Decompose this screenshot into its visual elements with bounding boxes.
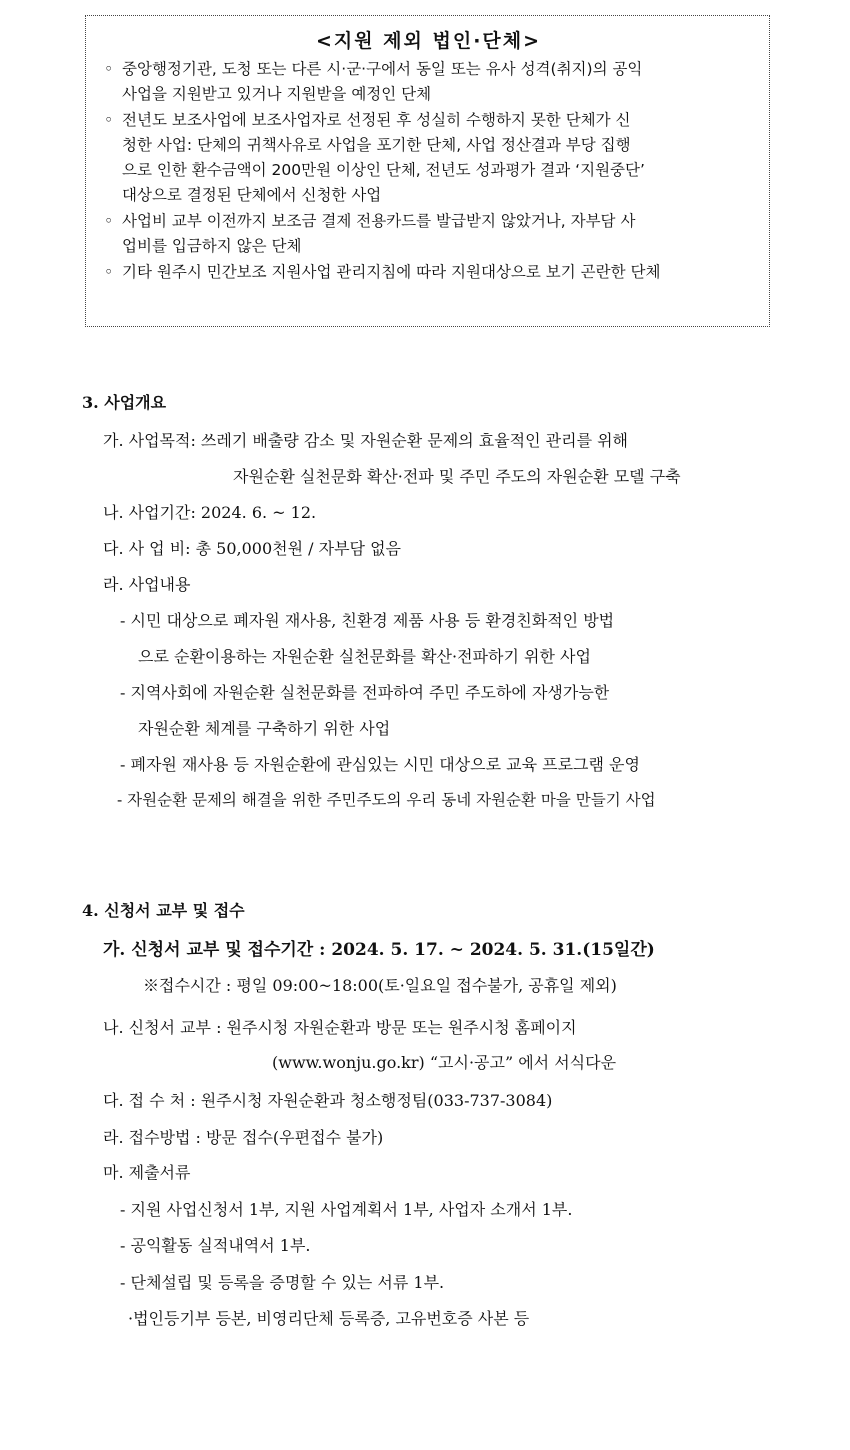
application-period-note: ※접수시간 : 평일 09:00~18:00(토·일요일 접수불가, 공휴일 제외) [143, 976, 617, 995]
method-text: 라. 접수방법 : 방문 접수(우편접수 불가) [103, 1128, 384, 1147]
exclusion-item-line: 전년도 보조사업에 보조사업자로 선정된 후 성실히 수행하지 못한 단체가 신 [122, 111, 631, 129]
doc-item-1: - 지원 사업신청서 1부, 지원 사업계획서 1부, 사업자 소개서 1부. [120, 1200, 573, 1219]
content-item-4: - 자원순환 문제의 해결을 위한 주민주도의 우리 동네 자원순환 마을 만들기 사업 [117, 791, 656, 809]
exclusion-item-line: 사업을 지원받고 있거나 지원받을 예정인 단체 [122, 85, 432, 103]
issue-line1: 나. 신청서 교부 : 원주시청 자원순환과 방문 또는 원주시청 홈페이지 [103, 1018, 577, 1037]
bullet-icon: ◦ [104, 212, 114, 230]
content-item-2-line1: - 지역사회에 자원순환 실천문화를 전파하여 주민 주도하에 자생가능한 [120, 683, 610, 702]
exclusion-item-line: 기타 원주시 민간보조 지원사업 관리지침에 따라 지원대상으로 보기 곤란한 단체 [122, 263, 661, 281]
issue-line2: (www.wonju.go.kr) “고시·공고” 에서 서식다운 [272, 1053, 617, 1072]
exclusion-item-line: 중앙행정기관, 도청 또는 다른 시·군·구에서 동일 또는 유사 성격(취지)의 공익 [122, 60, 643, 78]
exclusion-item-line: 대상으로 결정된 단체에서 신청한 사업 [122, 186, 382, 204]
budget-text: 다. 사 업 비: 총 50,000천원 / 자부담 없음 [103, 539, 402, 558]
exclusion-item-line: 으로 인한 환수금액이 200만원 이상인 단체, 전년도 성과평가 결과 ‘지원중단’ [122, 161, 645, 179]
exclusion-item-line: 사업비 교부 이전까지 보조금 결제 전용카드를 발급받지 않았거나, 자부담 사 [122, 212, 636, 230]
section3-heading: 3. 사업개요 [82, 393, 167, 412]
period-text: 나. 사업기간: 2024. 6. ~ 12. [103, 503, 317, 522]
exclusion-item [104, 108, 753, 208]
docs-label: 마. 제출서류 [103, 1163, 191, 1182]
content-label: 라. 사업내용 [103, 575, 191, 594]
exclusion-title: <지원 제외 법인·단체> [315, 30, 542, 52]
purpose-line2: 자원순환 실천문화 확산·전파 및 주민 주도의 자원순환 모델 구축 [233, 467, 681, 486]
exclusion-box [85, 15, 770, 327]
exclusion-item [104, 57, 753, 107]
exclusion-item-line: 업비를 입금하지 않은 단체 [122, 237, 302, 255]
bullet-icon: ◦ [104, 60, 114, 78]
bullet-icon: ◦ [104, 111, 114, 129]
exclusion-item [104, 209, 753, 259]
content-item-3: - 폐자원 재사용 등 자원순환에 관심있는 시민 대상으로 교육 프로그램 운영 [120, 755, 640, 774]
doc-item-3-sub: ·법인등기부 등본, 비영리단체 등록증, 고유번호증 사본 등 [128, 1309, 530, 1328]
section4-heading: 4. 신청서 교부 및 접수 [82, 901, 245, 920]
purpose-line1: 가. 사업목적: 쓰레기 배출량 감소 및 자원순환 문제의 효율적인 관리를 위해 [103, 431, 629, 450]
content-item-1-line2: 으로 순환이용하는 자원순환 실천문화를 확산·전파하기 위한 사업 [138, 647, 591, 666]
application-period: 가. 신청서 교부 및 접수기간 : 2024. 5. 17. ~ 2024. 5. 31.(15일간) [103, 940, 655, 960]
doc-item-2: - 공익활동 실적내역서 1부. [120, 1236, 311, 1255]
bullet-icon: ◦ [104, 263, 114, 281]
doc-item-3: - 단체설립 및 등록을 증명할 수 있는 서류 1부. [120, 1273, 445, 1292]
exclusion-item-line: 청한 사업: 단체의 귀책사유로 사업을 포기한 단체, 사업 정산결과 부당 집행 [122, 136, 631, 154]
content-item-1-line1: - 시민 대상으로 폐자원 재사용, 친환경 제품 사용 등 환경친화적인 방법 [120, 611, 615, 630]
place-text: 다. 접 수 처 : 원주시청 자원순환과 청소행정팀(033-737-3084) [103, 1091, 553, 1110]
content-item-2-line2: 자원순환 체계를 구축하기 위한 사업 [138, 719, 391, 738]
exclusion-item [104, 260, 753, 285]
